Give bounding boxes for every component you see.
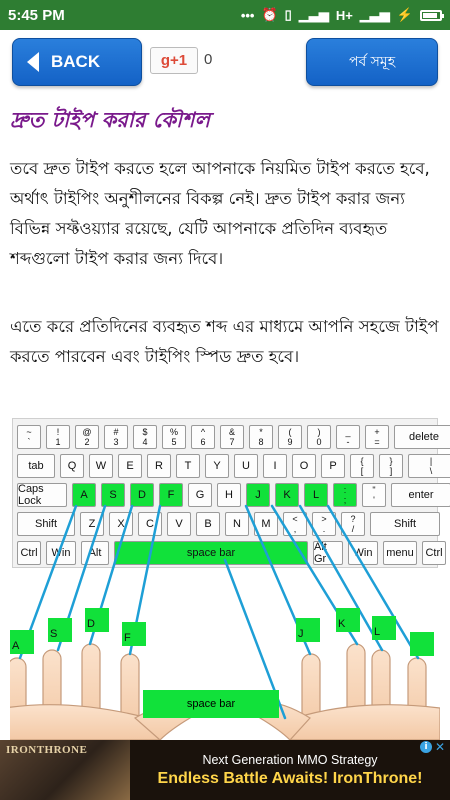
keyboard-key-legend: 8 <box>258 437 264 447</box>
article-title: দ্রুত টাইপ করার কৌশল <box>10 108 211 132</box>
keyboard-key-legend: \ <box>429 466 433 476</box>
ad-game-art <box>0 740 130 800</box>
chapters-button[interactable]: পর্ব সমূহ <box>306 38 438 86</box>
keyboard-key: S <box>101 483 125 507</box>
keyboard-key: R <box>147 454 171 478</box>
signal-icon: ▁▃▅ <box>298 7 329 22</box>
keyboard-key-legend: 9 <box>287 437 293 447</box>
ad-close-icon[interactable]: ✕ <box>434 740 446 754</box>
back-button[interactable] <box>12 38 142 86</box>
lower-space-bar-key: space bar <box>143 690 279 718</box>
keyboard-key-legend: > <box>321 514 327 524</box>
ad-brand-logo: IRONTHRONE <box>6 744 88 756</box>
keyboard-key: Ctrl <box>17 541 41 565</box>
keyboard-key: W <box>89 454 113 478</box>
keyboard-key-legend: ? <box>350 514 356 524</box>
app-header <box>0 30 450 98</box>
keyboard-key-legend: ! <box>56 427 60 437</box>
article-paragraph-2: এতে করে প্রতিদিনের ব্যবহৃত শব্দ এর মাধ্যমে আপনি সহজে টাইপ করতে পারবেন এবং টাইপিং স্পিড দ্রুত হবে। <box>10 317 439 366</box>
keyboard-key-legend: $ <box>142 427 148 437</box>
keyboard-key-legend: & <box>228 427 235 437</box>
finger-key-left: S <box>48 618 72 642</box>
keyboard-key-legend: % <box>169 427 178 437</box>
keyboard-key-legend: [ <box>360 466 364 476</box>
keyboard-key: Alt Gr <box>313 541 343 565</box>
keyboard-key: enter <box>391 483 450 507</box>
finger-key-right: K <box>336 608 360 632</box>
keyboard-key-legend: 2 <box>84 437 90 447</box>
keyboard-key-legend: @ <box>82 427 92 437</box>
keyboard-key: M <box>254 512 278 536</box>
keyboard-key: D <box>130 483 154 507</box>
finger-key-right: L <box>372 616 396 640</box>
keyboard-key: Caps Lock <box>17 483 67 507</box>
keyboard-key: A <box>72 483 96 507</box>
battery-icon <box>420 10 442 21</box>
keyboard-key-legend: : <box>343 485 347 495</box>
status-icons <box>241 7 442 23</box>
back-arrow-icon <box>27 52 39 72</box>
finger-key-right: J <box>296 618 320 642</box>
keyboard-key-legend: / <box>351 524 355 534</box>
keyboard-key-legend: , <box>293 524 297 534</box>
keyboard-key: O <box>292 454 316 478</box>
keyboard-key: Win <box>46 541 76 565</box>
keyboard-key-legend: - <box>346 437 350 447</box>
keyboard-key: K <box>275 483 299 507</box>
keyboard-key: Ctrl <box>422 541 446 565</box>
keyboard-key: H <box>217 483 241 507</box>
charging-icon: ⚡ <box>396 7 413 22</box>
keyboard-key-legend: | <box>429 456 433 466</box>
keyboard-key-legend: = <box>374 437 380 447</box>
keyboard-key-legend: } <box>389 456 393 466</box>
finger-key-left: A <box>10 630 34 654</box>
keyboard-key: L <box>304 483 328 507</box>
signal-icon-2: ▁▃▅ <box>359 7 390 22</box>
keyboard-key-legend: 0 <box>316 437 322 447</box>
back-button-label: BACK <box>51 52 101 71</box>
keyboard-key-legend: { <box>360 456 364 466</box>
keyboard-key-legend: _ <box>345 427 351 437</box>
keyboard-key-legend: * <box>259 427 263 437</box>
status-bar <box>0 0 450 30</box>
ad-text-block <box>130 740 450 800</box>
google-plus-count: 0 <box>204 51 213 68</box>
keyboard-key: C <box>138 512 162 536</box>
vibrate-icon: ▯ <box>284 7 292 22</box>
ad-banner[interactable] <box>0 740 450 800</box>
keyboard-key: G <box>188 483 212 507</box>
status-time: 5:45 PM <box>8 6 65 24</box>
google-plus-button[interactable]: g+1 <box>150 47 198 74</box>
keyboard-key-legend: < <box>292 514 298 524</box>
keyboard-key: E <box>118 454 142 478</box>
keyboard-key-legend: ( <box>288 427 292 437</box>
finger-key-right <box>410 632 434 656</box>
keyboard-key-legend: ^ <box>200 427 206 437</box>
keyboard-key: Y <box>205 454 229 478</box>
keyboard-key: Win <box>348 541 378 565</box>
network-type-label: H+ <box>335 7 353 23</box>
keyboard-key-legend: ) <box>317 427 321 437</box>
keyboard-key: menu <box>383 541 417 565</box>
keyboard-key: J <box>246 483 270 507</box>
keyboard-key: B <box>196 512 220 536</box>
keyboard-key: X <box>109 512 133 536</box>
keyboard-key: Z <box>80 512 104 536</box>
keyboard-hands-figure <box>10 418 443 740</box>
keyboard-key-legend: 4 <box>142 437 148 447</box>
keyboard-key: tab <box>17 454 55 478</box>
keyboard-key: Alt <box>81 541 109 565</box>
keyboard-key-legend: # <box>113 427 119 437</box>
keyboard-key-legend: " <box>372 485 376 495</box>
keyboard-key-legend: 6 <box>200 437 206 447</box>
finger-key-left: F <box>122 622 146 646</box>
finger-key-left: D <box>85 608 109 632</box>
article-paragraph-1: তবে দ্রুত টাইপ করতে হলে আপনাকে নিয়মিত টাইপ করতে হবে, অর্থাৎ টাইপিং অনুশীলনের বিকল্প নেই। দ্রুত টাইপ করার জন্য বিভিন্ন সফ্টওয়্যার রয়েছে, যেটি আপনাকে প্রতিদিন ব্যবহৃত শব্দগুলো টাইপ করার জন্য দিবে। <box>10 159 430 268</box>
keyboard-key: delete <box>394 425 450 449</box>
ad-headline: Next Generation MMO Strategy <box>202 752 378 767</box>
keyboard-key-legend: ` <box>27 437 31 447</box>
keyboard-key: V <box>167 512 191 536</box>
keyboard-key-legend: + <box>374 427 380 437</box>
keyboard-key-legend: ; <box>343 495 347 505</box>
keyboard-key: P <box>321 454 345 478</box>
ad-info-icon[interactable]: i <box>420 741 432 753</box>
keyboard-key-legend: 1 <box>55 437 61 447</box>
notification-dots-icon: ••• <box>240 7 255 23</box>
keyboard-key: I <box>263 454 287 478</box>
keyboard-key: N <box>225 512 249 536</box>
keyboard-key: Shift <box>17 512 75 536</box>
keyboard-key: Shift <box>370 512 440 536</box>
keyboard-key-legend: ] <box>389 466 393 476</box>
keyboard-key: F <box>159 483 183 507</box>
keyboard-key-legend: ~ <box>26 427 32 437</box>
ad-tagline: Endless Battle Awaits! IronThrone! <box>157 769 423 787</box>
keyboard-key-legend: ' <box>373 495 375 505</box>
keyboard-key: Q <box>60 454 84 478</box>
keyboard-key-legend: 7 <box>229 437 235 447</box>
keyboard-key-legend: . <box>322 524 326 534</box>
keyboard-key: U <box>234 454 258 478</box>
keyboard-key-legend: 3 <box>113 437 119 447</box>
keyboard-key: space bar <box>114 541 308 565</box>
keyboard-key: T <box>176 454 200 478</box>
keyboard-key-legend: 5 <box>171 437 177 447</box>
alarm-icon: ⏰ <box>261 7 278 22</box>
